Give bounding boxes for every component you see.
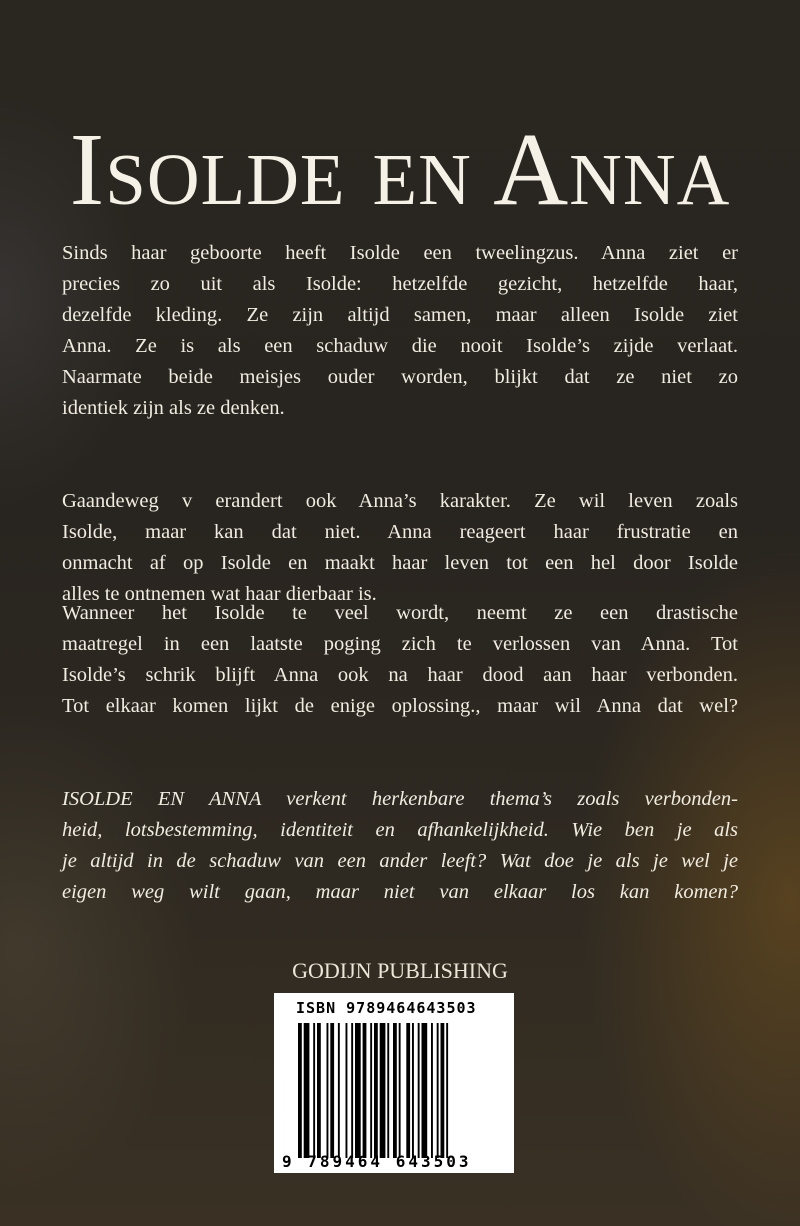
synopsis-paragraph-1: [62, 238, 738, 424]
barcode-bar: [374, 1023, 378, 1158]
text-line: precies zo uit als Isolde: hetzelfde gezicht, hetzelfde haar,: [62, 273, 738, 295]
barcode-bar: [446, 1023, 448, 1158]
barcode-bar: [431, 1023, 433, 1158]
isbn-barcode: [274, 993, 514, 1173]
text-line: identiek zijn als ze denken.: [62, 397, 285, 419]
themes-paragraph: [62, 784, 738, 908]
barcode-bar: [304, 1023, 310, 1158]
barcode-bar: [422, 1023, 428, 1158]
text-line: Isolde’s schrik blijft Anna ook na haar dood aan haar verbonden.: [62, 664, 738, 686]
barcode-bar: [412, 1023, 414, 1158]
barcode-bar: [363, 1023, 367, 1158]
text-line: dezelfde kleding. Ze zijn altijd samen, maar alleen Isolde ziet: [62, 304, 738, 326]
text-line: Gaandeweg v erandert ook Anna’s karakter. Ze wil leven zoals: [62, 490, 738, 512]
text-line: maatregel in een laatste poging zich te verlossen van Anna. Tot: [62, 633, 738, 655]
synopsis-paragraph-2: [62, 486, 738, 610]
barcode-bar: [338, 1023, 340, 1158]
barcode-digits: 9 789464 643503: [282, 1152, 472, 1171]
barcode-bar: [346, 1023, 348, 1158]
text-line: ISOLDE EN ANNA verkent herkenbare thema’s zoals verbonden-: [62, 788, 738, 810]
barcode-bars: [298, 1023, 488, 1158]
text-line: Wanneer het Isolde te veel wordt, neemt ze een drastische: [62, 602, 738, 624]
text-line: alles te ontnemen wat haar dierbaar is.: [62, 583, 377, 605]
barcode-bar: [355, 1023, 361, 1158]
text-line: Isolde, maar kan dat niet. Anna reageert haar frustratie en: [62, 521, 738, 543]
barcode-bar: [437, 1023, 439, 1158]
barcode-bar: [441, 1023, 445, 1158]
barcode-bar: [327, 1023, 329, 1158]
text-line: Anna. Ze is als een schaduw die nooit Isolde’s zijde verlaat.: [62, 335, 738, 357]
barcode-bar: [399, 1023, 401, 1158]
barcode-bar: [330, 1023, 334, 1158]
text-line: heid, lotsbestemming, identiteit en afhankelijkheid. Wie ben je als: [62, 819, 738, 841]
synopsis-paragraph-3: [62, 598, 738, 722]
text-line: Naarmate beide meisjes ouder worden, blijkt dat ze niet zo: [62, 366, 738, 388]
text-line: je altijd in de schaduw van een ander leeft? Wat doe je als je wel je: [62, 850, 738, 872]
barcode-bar: [351, 1023, 353, 1158]
barcode-bar: [406, 1023, 410, 1158]
text-line: eigen weg wilt gaan, maar niet van elkaar los kan komen?: [62, 881, 738, 903]
book-title: Isolde en Anna: [69, 111, 731, 227]
barcode-bar: [387, 1023, 389, 1158]
isbn-label: ISBN 9789464643503: [296, 999, 477, 1017]
text-line: Tot elkaar komen lijkt de enige oplossing., maar wil Anna dat wel?: [62, 695, 738, 717]
publisher-name: GODIJN PUBLISHING: [292, 958, 508, 983]
barcode-bar: [418, 1023, 420, 1158]
text-line: Sinds haar geboorte heeft Isolde een tweelingzus. Anna ziet er: [62, 242, 738, 264]
barcode-bar: [298, 1023, 302, 1158]
barcode-bar: [313, 1023, 315, 1158]
text-line: onmacht af op Isolde en maakt haar leven tot een hel door Isolde: [62, 552, 738, 574]
barcode-bar: [393, 1023, 397, 1158]
barcode-bar: [380, 1023, 386, 1158]
barcode-bar: [317, 1023, 321, 1158]
barcode-bar: [370, 1023, 372, 1158]
